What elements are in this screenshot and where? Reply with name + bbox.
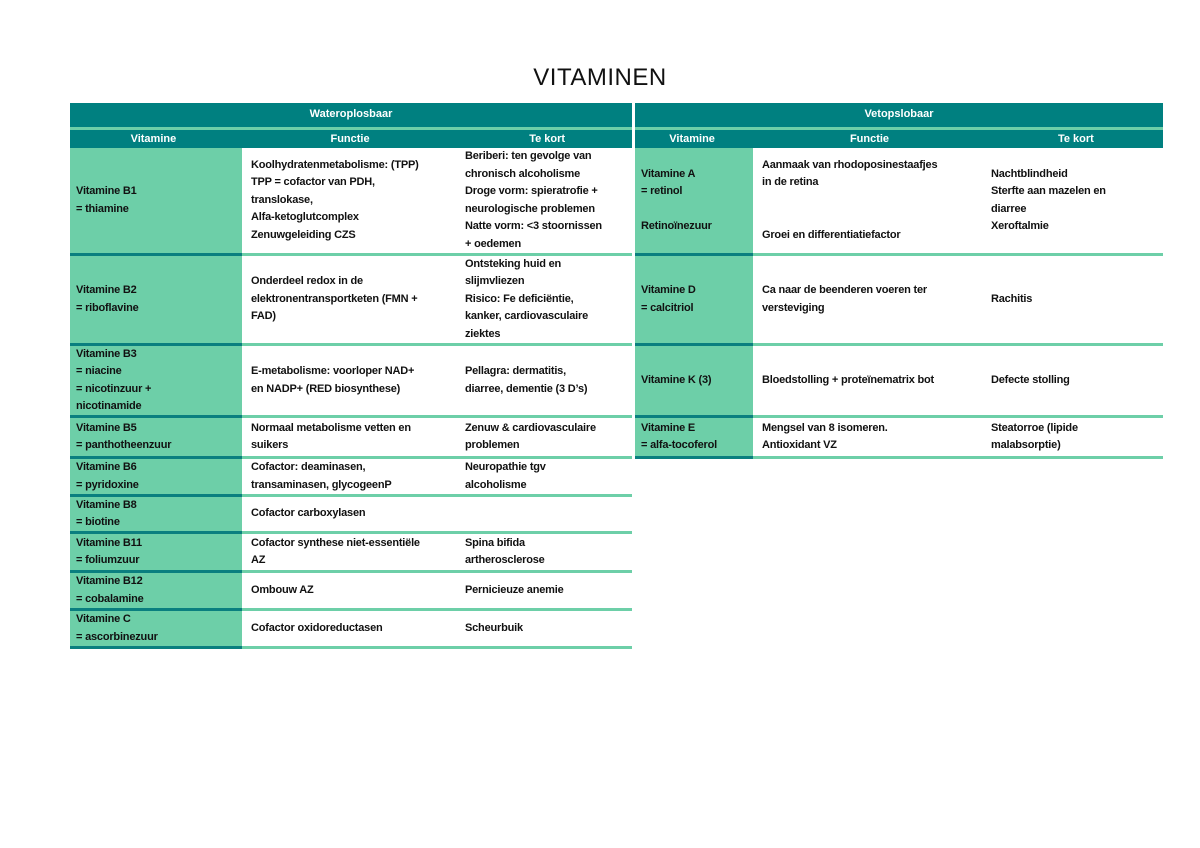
vitamin-cell: Vitamine E = alfa-tocoferol — [635, 418, 753, 459]
column-header-vitamine: Vitamine — [130, 133, 177, 145]
table-row — [635, 256, 1163, 346]
function-cell: Ca naar de beenderen voeren ter versteviging — [753, 256, 983, 346]
column-headers — [635, 130, 1163, 148]
table-row — [70, 534, 632, 573]
table-row — [70, 611, 632, 649]
table-row — [70, 148, 632, 256]
function-cell: E-metabolisme: voorloper NAD+ en NADP+ (RED biosynthese) — [242, 346, 457, 418]
fat-soluble-table — [635, 103, 1163, 459]
table-body — [70, 148, 632, 649]
water-soluble-table — [70, 103, 632, 649]
vitamin-cell: Vitamine B6 = pyridoxine — [70, 459, 242, 497]
function-cell: Koolhydratenmetabolisme: (TPP) TPP = cofactor van PDH, translokase, Alfa-ketoglutcomplex Zenuwgeleiding CZS — [242, 148, 457, 256]
deficiency-cell: Rachitis — [983, 256, 1163, 346]
function-cell: Aanmaak van rhodoposinestaafjes in de retina Groei en differentiatiefactor — [753, 148, 983, 256]
vitamin-cell: Vitamine D = calcitriol — [635, 256, 753, 346]
column-header-functie: Functie — [330, 133, 370, 145]
deficiency-cell: Pellagra: dermatitis, diarree, dementie (3 D’s) — [457, 346, 632, 418]
deficiency-cell — [457, 497, 632, 534]
vitamin-cell: Vitamine K (3) — [635, 346, 753, 418]
table-row — [70, 418, 632, 459]
table-row — [70, 459, 632, 497]
function-cell: Ombouw AZ — [242, 573, 457, 611]
deficiency-cell: Nachtblindheid Sterfte aan mazelen en diarree Xeroftalmie — [983, 148, 1163, 256]
table-row — [635, 346, 1163, 418]
vitamin-cell: Vitamine B2 = riboflavine — [70, 256, 242, 346]
page-title: VITAMINEN — [533, 64, 667, 91]
function-cell: Cofactor: deaminasen, transaminasen, glycogeenP — [242, 459, 457, 497]
group-header: Vetopslobaar — [635, 103, 1163, 130]
vitamin-cell: Vitamine B8 = biotine — [70, 497, 242, 534]
table-row — [70, 256, 632, 346]
group-header: Wateroplosbaar — [70, 103, 632, 130]
column-headers — [70, 130, 632, 148]
column-header-vitamine: Vitamine — [669, 133, 715, 145]
column-header-tekort: Te kort — [529, 133, 566, 145]
function-cell: Mengsel van 8 isomeren. Antioxidant VZ — [753, 418, 983, 459]
column-header-tekort: Te kort — [1057, 133, 1094, 145]
deficiency-cell: Defecte stolling — [983, 346, 1163, 418]
vitamin-cell: Vitamine B3 = niacine = nicotinzuur + nicotinamide — [70, 346, 242, 418]
deficiency-cell: Spina bifida artherosclerose — [457, 534, 632, 573]
column-header-functie: Functie — [849, 133, 890, 145]
deficiency-cell: Scheurbuik — [457, 611, 632, 649]
vitamin-cell: Vitamine C = ascorbinezuur — [70, 611, 242, 649]
table-row — [70, 346, 632, 418]
vitamin-cell: Vitamine B11 = foliumzuur — [70, 534, 242, 573]
deficiency-cell: Ontsteking huid en slijmvliezen Risico: Fe deficiëntie, kanker, cardiovasculaire ziektes — [457, 256, 632, 346]
vitamin-cell: Vitamine B5 = panthotheenzuur — [70, 418, 242, 459]
deficiency-cell: Zenuw & cardiovasculaire problemen — [457, 418, 632, 459]
function-cell: Bloedstolling + proteïnematrix bot — [753, 346, 983, 418]
vitamin-cell: Vitamine A = retinol Retinoïnezuur — [635, 148, 753, 256]
function-cell: Cofactor oxidoreductasen — [242, 611, 457, 649]
table-row — [70, 497, 632, 534]
function-cell: Cofactor synthese niet-essentiële AZ — [242, 534, 457, 573]
deficiency-cell: Beriberi: ten gevolge van chronisch alcoholisme Droge vorm: spieratrofie + neurologische problemen Natte vorm: <3 stoornissen + oedemen — [457, 148, 632, 256]
table-body — [635, 148, 1163, 459]
function-cell: Normaal metabolisme vetten en suikers — [242, 418, 457, 459]
table-row — [70, 573, 632, 611]
function-cell: Cofactor carboxylasen — [242, 497, 457, 534]
table-row — [635, 418, 1163, 459]
vitamin-cell: Vitamine B12 = cobalamine — [70, 573, 242, 611]
deficiency-cell: Pernicieuze anemie — [457, 573, 632, 611]
function-cell: Onderdeel redox in de elektronentransportketen (FMN + FAD) — [242, 256, 457, 346]
vitamin-cell: Vitamine B1 = thiamine — [70, 148, 242, 256]
deficiency-cell: Neuropathie tgv alcoholisme — [457, 459, 632, 497]
table-row — [635, 148, 1163, 256]
deficiency-cell: Steatorroe (lipide malabsorptie) — [983, 418, 1163, 459]
